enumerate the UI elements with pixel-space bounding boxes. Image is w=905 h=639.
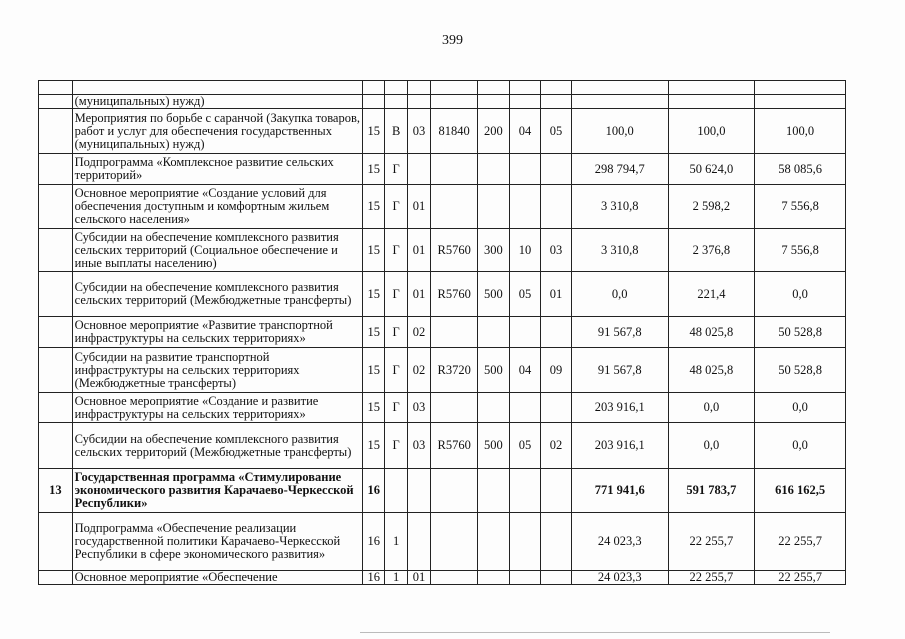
- table-row: [39, 571, 846, 585]
- section-code: [509, 513, 541, 571]
- amount-year-3: [755, 95, 846, 109]
- amount-year-2: 22 255,7: [668, 571, 755, 585]
- section-code: [509, 393, 541, 423]
- amount-year-3: 0,0: [755, 423, 846, 469]
- section-code: [509, 154, 541, 185]
- program-code: 16: [363, 469, 385, 513]
- direction-code: [431, 317, 478, 348]
- direction-code: [431, 185, 478, 229]
- amount-year-3: 100,0: [755, 109, 846, 154]
- row-number: [39, 513, 73, 571]
- subprogram-code: [385, 95, 407, 109]
- row-number: [39, 154, 73, 185]
- amount-year-3: 7 556,8: [755, 229, 846, 272]
- amount-year-2: 100,0: [668, 109, 755, 154]
- row-name: Подпрограмма «Обеспечение реализации государственной политики Карачаево-Черкесской Республики в сфере экономического развития»: [72, 513, 362, 571]
- row-number: [39, 272, 73, 317]
- main-activity-code: 01: [407, 229, 430, 272]
- subsection-code: 01: [541, 272, 572, 317]
- subprogram-code: [385, 469, 407, 513]
- subprogram-code: 1: [385, 513, 407, 571]
- amount-year-3: 50 528,8: [755, 348, 846, 393]
- main-activity-code: [407, 95, 430, 109]
- direction-code: [431, 513, 478, 571]
- row-name: Субсидии на развитие транспортной инфраструктуры на сельских территориях (Межбюджетные трансферты): [72, 348, 362, 393]
- expense-type-code: [478, 154, 510, 185]
- subprogram-code: Г: [385, 423, 407, 469]
- direction-code: 81840: [431, 109, 478, 154]
- row-number: [39, 348, 73, 393]
- direction-code: [431, 95, 478, 109]
- row-number: [39, 571, 73, 585]
- amount-year-2: 0,0: [668, 393, 755, 423]
- subsection-code: 09: [541, 348, 572, 393]
- row-name: Основное мероприятие «Создание условий для обеспечения доступным и комфортным жильем сельского населения»: [72, 185, 362, 229]
- table-row: [39, 95, 846, 109]
- table-row: [39, 154, 846, 185]
- main-activity-code: [407, 469, 430, 513]
- subprogram-code: В: [385, 109, 407, 154]
- section-code: [509, 469, 541, 513]
- row-name: Основное мероприятие «Обеспечение: [72, 571, 362, 585]
- amount-year-2: 221,4: [668, 272, 755, 317]
- subprogram-code: Г: [385, 185, 407, 229]
- direction-code: R5760: [431, 423, 478, 469]
- main-activity-code: 01: [407, 272, 430, 317]
- subsection-code: [541, 469, 572, 513]
- expense-type-code: 500: [478, 348, 510, 393]
- expense-type-code: [478, 469, 510, 513]
- direction-code: [431, 469, 478, 513]
- section-code: 04: [509, 348, 541, 393]
- subsection-code: [541, 513, 572, 571]
- subsection-code: [541, 393, 572, 423]
- program-code: 15: [363, 423, 385, 469]
- main-activity-code: 02: [407, 348, 430, 393]
- table-row: [39, 272, 846, 317]
- main-activity-code: 02: [407, 317, 430, 348]
- subprogram-code: 1: [385, 571, 407, 585]
- amount-year-1: 203 916,1: [571, 423, 668, 469]
- section-code: 10: [509, 229, 541, 272]
- amount-year-1: 203 916,1: [571, 393, 668, 423]
- program-code: 15: [363, 348, 385, 393]
- table-row: [39, 423, 846, 469]
- subprogram-code: [385, 81, 407, 95]
- row-number: [39, 423, 73, 469]
- row-number: 13: [39, 469, 73, 513]
- main-activity-code: 03: [407, 423, 430, 469]
- amount-year-2: 22 255,7: [668, 513, 755, 571]
- amount-year-1: [571, 95, 668, 109]
- row-number: [39, 109, 73, 154]
- program-code: 15: [363, 272, 385, 317]
- main-activity-code: [407, 154, 430, 185]
- amount-year-2: 591 783,7: [668, 469, 755, 513]
- expense-type-code: [478, 95, 510, 109]
- row-name: Субсидии на обеспечение комплексного развития сельских территорий (Социальное обеспечение и иные выплаты населению): [72, 229, 362, 272]
- main-activity-code: 03: [407, 109, 430, 154]
- amount-year-2: [668, 95, 755, 109]
- amount-year-1: 24 023,3: [571, 571, 668, 585]
- program-code: 15: [363, 317, 385, 348]
- expense-type-code: [478, 513, 510, 571]
- subsection-code: [541, 571, 572, 585]
- amount-year-2: [668, 81, 755, 95]
- page-bottom-rule: [360, 632, 830, 633]
- amount-year-1: [571, 81, 668, 95]
- program-code: [363, 81, 385, 95]
- row-name: Подпрограмма «Комплексное развитие сельских территорий»: [72, 154, 362, 185]
- row-name: (муниципальных) нужд): [72, 95, 362, 109]
- table-row: [39, 348, 846, 393]
- direction-code: [431, 571, 478, 585]
- amount-year-1: 0,0: [571, 272, 668, 317]
- amount-year-2: 48 025,8: [668, 348, 755, 393]
- section-code: [509, 571, 541, 585]
- expense-type-code: 200: [478, 109, 510, 154]
- program-code: 16: [363, 571, 385, 585]
- amount-year-1: 91 567,8: [571, 348, 668, 393]
- table-row: [39, 317, 846, 348]
- program-code: 15: [363, 109, 385, 154]
- table-row: [39, 393, 846, 423]
- section-code: 05: [509, 272, 541, 317]
- expense-type-code: [478, 571, 510, 585]
- table-row: [39, 109, 846, 154]
- table-row: [39, 469, 846, 513]
- row-name: Мероприятия по борьбе с саранчой (Закупка товаров, работ и услуг для обеспечения государственных (муниципальных) нужд): [72, 109, 362, 154]
- subsection-code: [541, 95, 572, 109]
- subprogram-code: Г: [385, 229, 407, 272]
- section-code: 04: [509, 109, 541, 154]
- row-name: [72, 81, 362, 95]
- expense-type-code: [478, 393, 510, 423]
- expense-type-code: [478, 185, 510, 229]
- amount-year-3: 22 255,7: [755, 571, 846, 585]
- row-number: [39, 81, 73, 95]
- expense-type-code: 500: [478, 423, 510, 469]
- amount-year-3: 0,0: [755, 272, 846, 317]
- table-row: [39, 185, 846, 229]
- section-code: [509, 185, 541, 229]
- page-number: 399: [442, 33, 463, 48]
- amount-year-3: [755, 81, 846, 95]
- row-number: [39, 95, 73, 109]
- amount-year-1: 3 310,8: [571, 185, 668, 229]
- amount-year-1: 3 310,8: [571, 229, 668, 272]
- expense-type-code: [478, 81, 510, 95]
- table-body: [39, 81, 846, 585]
- program-code: 16: [363, 513, 385, 571]
- program-code: 15: [363, 185, 385, 229]
- section-code: [509, 317, 541, 348]
- amount-year-1: 100,0: [571, 109, 668, 154]
- amount-year-1: 24 023,3: [571, 513, 668, 571]
- main-activity-code: 03: [407, 393, 430, 423]
- subsection-code: [541, 154, 572, 185]
- amount-year-2: 50 624,0: [668, 154, 755, 185]
- row-name: Субсидии на обеспечение комплексного развития сельских территорий (Межбюджетные трансферты): [72, 272, 362, 317]
- main-activity-code: 01: [407, 185, 430, 229]
- subsection-code: 05: [541, 109, 572, 154]
- amount-year-1: 771 941,6: [571, 469, 668, 513]
- subprogram-code: Г: [385, 317, 407, 348]
- subprogram-code: Г: [385, 393, 407, 423]
- row-number: [39, 185, 73, 229]
- row-name: Государственная программа «Стимулирование экономического развития Карачаево-Черкесской Республики»: [72, 469, 362, 513]
- main-activity-code: [407, 513, 430, 571]
- expense-type-code: 500: [478, 272, 510, 317]
- amount-year-2: 2 598,2: [668, 185, 755, 229]
- subsection-code: [541, 81, 572, 95]
- table-row: [39, 513, 846, 571]
- expense-type-code: 300: [478, 229, 510, 272]
- amount-year-3: 50 528,8: [755, 317, 846, 348]
- amount-year-2: 48 025,8: [668, 317, 755, 348]
- direction-code: [431, 81, 478, 95]
- direction-code: [431, 393, 478, 423]
- expense-type-code: [478, 317, 510, 348]
- amount-year-3: 0,0: [755, 393, 846, 423]
- amount-year-2: 2 376,8: [668, 229, 755, 272]
- main-activity-code: 01: [407, 571, 430, 585]
- budget-table: [38, 80, 846, 585]
- direction-code: R3720: [431, 348, 478, 393]
- direction-code: R5760: [431, 229, 478, 272]
- subsection-code: 02: [541, 423, 572, 469]
- program-code: 15: [363, 229, 385, 272]
- program-code: [363, 95, 385, 109]
- row-number: [39, 393, 73, 423]
- row-number: [39, 229, 73, 272]
- program-code: 15: [363, 393, 385, 423]
- main-activity-code: [407, 81, 430, 95]
- subprogram-code: Г: [385, 272, 407, 317]
- direction-code: [431, 154, 478, 185]
- row-number: [39, 317, 73, 348]
- amount-year-3: 22 255,7: [755, 513, 846, 571]
- amount-year-3: 616 162,5: [755, 469, 846, 513]
- table-row: [39, 229, 846, 272]
- subprogram-code: Г: [385, 154, 407, 185]
- subsection-code: 03: [541, 229, 572, 272]
- table-row: [39, 81, 846, 95]
- section-code: 05: [509, 423, 541, 469]
- program-code: 15: [363, 154, 385, 185]
- row-name: Субсидии на обеспечение комплексного развития сельских территорий (Межбюджетные трансферты): [72, 423, 362, 469]
- direction-code: R5760: [431, 272, 478, 317]
- section-code: [509, 81, 541, 95]
- amount-year-3: 7 556,8: [755, 185, 846, 229]
- subsection-code: [541, 185, 572, 229]
- subprogram-code: Г: [385, 348, 407, 393]
- row-name: Основное мероприятие «Создание и развитие инфраструктуры на сельских территориях»: [72, 393, 362, 423]
- amount-year-1: 298 794,7: [571, 154, 668, 185]
- amount-year-2: 0,0: [668, 423, 755, 469]
- section-code: [509, 95, 541, 109]
- amount-year-3: 58 085,6: [755, 154, 846, 185]
- subsection-code: [541, 317, 572, 348]
- row-name: Основное мероприятие «Развитие транспортной инфраструктуры на сельских территориях»: [72, 317, 362, 348]
- amount-year-1: 91 567,8: [571, 317, 668, 348]
